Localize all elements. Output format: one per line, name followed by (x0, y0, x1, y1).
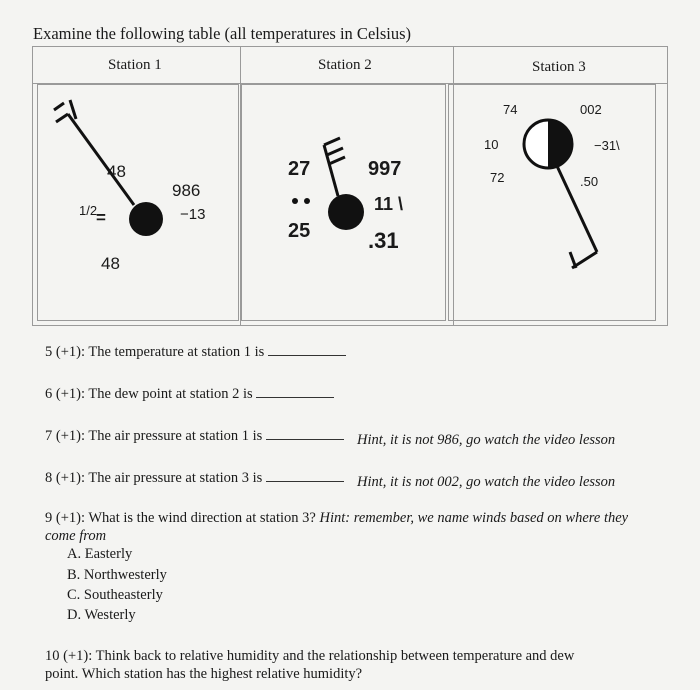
answer-blank[interactable] (266, 427, 344, 440)
station-3-pressure: 002 (580, 102, 602, 117)
option-a[interactable]: A. Easterly (67, 546, 133, 562)
station-2-barb (329, 157, 345, 164)
station-2-barb (327, 148, 343, 155)
station-3-temp: 74 (503, 102, 518, 117)
rain-dot (292, 198, 298, 204)
station-3-tendency: −31\ (594, 138, 620, 153)
station-2-barb (324, 138, 340, 145)
station-3-precip: .50 (580, 174, 599, 189)
station-2-model (292, 138, 364, 230)
header-station-2: Station 2 (318, 57, 372, 73)
header-station-1: Station 1 (108, 57, 162, 73)
question-9: 9 (+1): What is the wind direction at station 3? Hint: remember, we name winds based on where they come from (45, 510, 629, 544)
station-3-cover (548, 120, 572, 168)
station-1-tendency: −13 (180, 206, 206, 223)
page-title: Examine the following table (all temperatures in Celsius) (33, 24, 412, 43)
rain-dot (304, 198, 310, 204)
station-1-barb (54, 103, 64, 110)
station-1-temp: 48 (107, 162, 126, 181)
option-b[interactable]: B. Northwesterly (67, 567, 167, 583)
station-2-pressure: 997 (368, 158, 402, 180)
question-7-hint: Hint, it is not 986, go watch the video lesson (357, 432, 616, 448)
answer-blank[interactable] (266, 469, 344, 482)
question-7: 7 (+1): The air pressure at station 1 is (45, 427, 344, 445)
station-1-wind-staff (68, 114, 134, 205)
question-6: 6 (+1): The dew point at station 2 is (45, 385, 334, 403)
station-1-weather: = (96, 208, 106, 227)
station-1-visibility: 1/2 (79, 203, 98, 218)
station-3-dew: 72 (490, 170, 505, 185)
station-2-dew: 25 (288, 220, 311, 242)
header-station-3: Station 3 (532, 59, 586, 75)
question-8: 8 (+1): The air pressure at station 3 is (45, 469, 344, 487)
station-1-dew: 48 (101, 254, 120, 273)
question-10: 10 (+1): Think back to relative humidity and the relationship between temperature and dew point. Which station has the highest relative humidity? (45, 648, 575, 682)
question-8-hint: Hint, it is not 002, go watch the video lesson (357, 474, 616, 490)
station-1-barb (56, 114, 68, 122)
question-5: 5 (+1): The temperature at station 1 is (45, 343, 346, 361)
station-2-tendency: 11 \ (374, 194, 404, 214)
answer-blank[interactable] (268, 343, 346, 356)
option-c[interactable]: C. Southeasterly (67, 587, 163, 603)
station-1-pressure: 986 (172, 181, 201, 200)
station-3-model (524, 120, 597, 268)
station-2-circle (328, 194, 364, 230)
question-9-hint: Hint: remember, we name winds based on where they come from (45, 510, 629, 544)
station-2-temp: 27 (288, 158, 311, 180)
answer-blank[interactable] (256, 385, 334, 398)
station-2-precip: .31 (368, 228, 399, 253)
station-1-circle (129, 202, 163, 236)
station-3-visibility: 10 (484, 137, 499, 152)
option-d[interactable]: D. Westerly (67, 607, 136, 623)
